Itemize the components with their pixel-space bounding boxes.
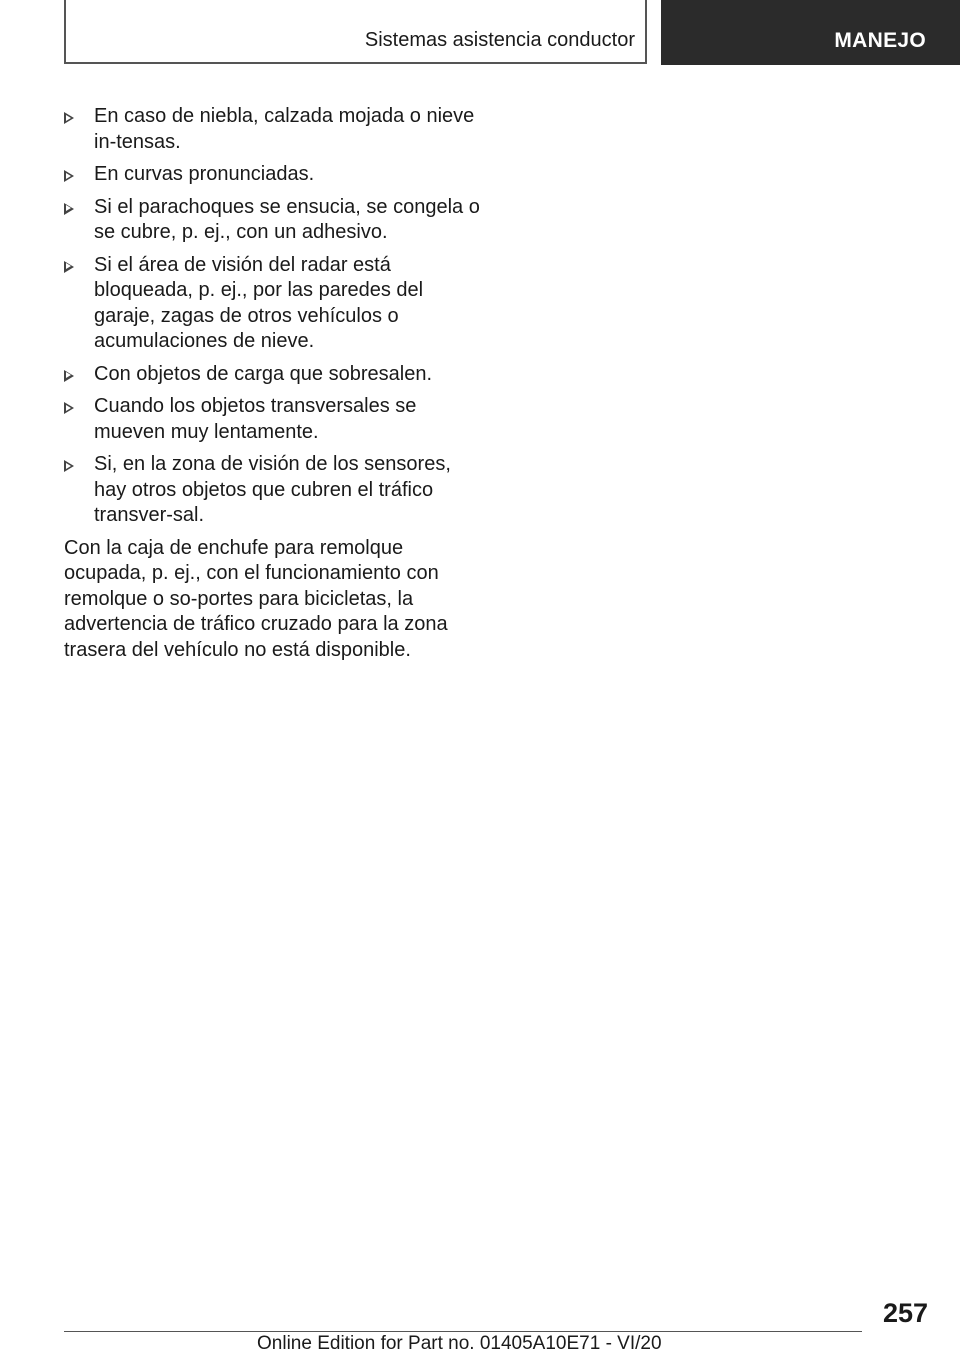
header-section-box — [64, 0, 647, 64]
list-item-text: Con objetos de carga que sobresalen. — [94, 362, 433, 385]
triangle-bullet-icon — [64, 402, 74, 414]
triangle-bullet-icon — [64, 370, 74, 382]
list-item — [64, 162, 484, 188]
page-number: 257 — [882, 1298, 928, 1328]
triangle-bullet-icon — [64, 460, 74, 472]
list-item-text: En curvas pronunciadas. — [94, 163, 315, 185]
footer-edition-text: Online Edition for Part no. 01405A10E71 - VI/20 — [257, 1333, 662, 1354]
list-item — [64, 195, 484, 246]
list-item-text: Si el parachoques se ensucia, se congela o se cubre, p. ej., con un adhesivo. — [94, 195, 480, 243]
list-item-text: Cuando los objetos transversales se mueven muy lentamente. — [94, 395, 417, 443]
main-content — [64, 104, 484, 663]
triangle-bullet-icon — [64, 203, 74, 215]
chapter-title: MANEJO — [834, 29, 926, 52]
list-item — [64, 362, 484, 388]
list-item — [64, 452, 484, 529]
triangle-bullet-icon — [64, 112, 74, 124]
section-title: Sistemas asistencia conductor — [364, 29, 635, 51]
list-item — [64, 104, 484, 155]
body-paragraph: Con la caja de enchufe para remolque ocupada, p. ej., con el funcionamiento con remolque o so-portes para bicicletas, la advertencia de tráfico cruzado para la zona trasera del vehículo no está disponible. — [64, 536, 448, 661]
list-item — [64, 253, 484, 355]
triangle-bullet-icon — [64, 170, 74, 182]
bullet-list — [64, 104, 484, 529]
list-item-text: Si, en la zona de visión de los sensores, hay otros objetos que cubren el tráfico transver-sal. — [94, 453, 451, 526]
footer-divider — [64, 1331, 862, 1332]
list-item-text: En caso de niebla, calzada mojada o nieve in-tensas. — [94, 105, 475, 153]
chapter-tab — [661, 0, 960, 65]
list-item-text: Si el área de visión del radar está bloqueada, p. ej., por las paredes del garaje, zagas de otros vehículos o acumulaciones de nieve. — [94, 253, 424, 352]
triangle-bullet-icon — [64, 261, 74, 273]
list-item — [64, 394, 484, 445]
